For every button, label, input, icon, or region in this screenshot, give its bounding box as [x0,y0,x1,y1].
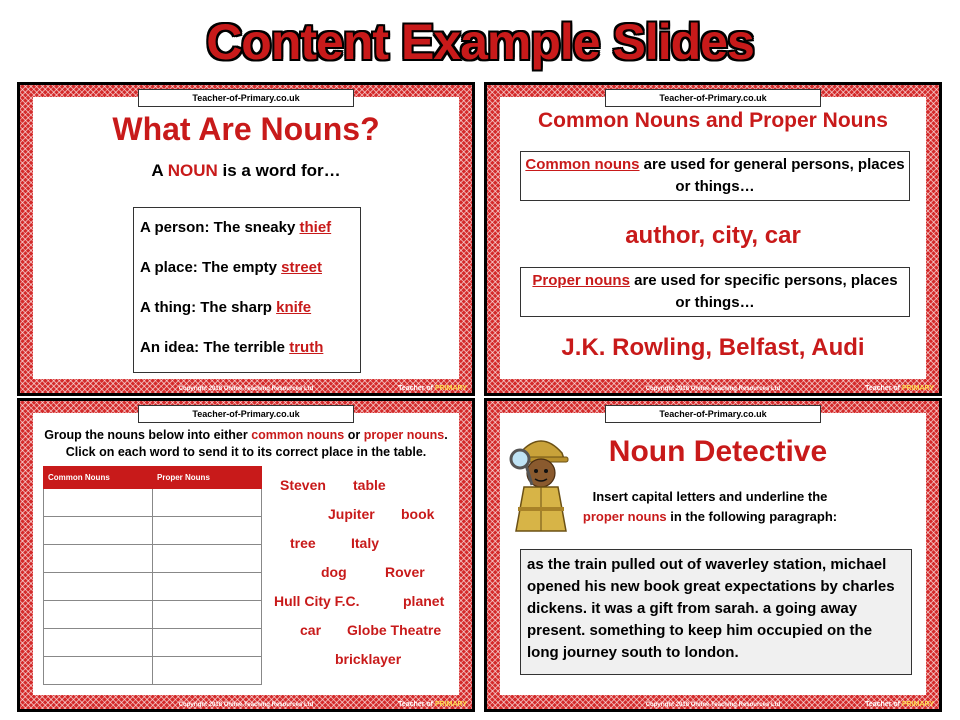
word-hull-city[interactable]: Hull City F.C. [274,593,360,609]
brand-logo [865,385,934,392]
copyright-text: Copyright 2018 Online Teaching Resources Ltd [178,702,314,708]
proper-nouns-keyword: Proper nouns [532,272,630,289]
instr-line2: in the following paragraph: [666,509,838,524]
copyright-text: Copyright 2018 Online Teaching Resources Ltd [178,386,314,392]
drop-cell-proper[interactable] [153,573,262,601]
word-book[interactable]: book [401,506,435,522]
slide-content [500,409,934,708]
word-italy[interactable]: Italy [351,535,380,551]
slide-content [33,93,467,392]
brand-name: PRIMARY [901,701,934,708]
instr-text: or [344,428,364,442]
table-row [44,517,262,545]
drop-cell-common[interactable] [44,545,153,573]
example-prefix: A place: The empty [140,259,282,276]
slide-group-nouns[interactable] [17,398,475,712]
example-prefix: An idea: The terrible [140,339,290,356]
example-noun: thief [299,219,332,236]
header-proper-nouns: Proper Nouns [153,467,262,489]
slide-title: Common Nouns and Proper Nouns [537,109,888,132]
instr-line2: Click on each word to send it to its correct place in the table. [65,445,427,459]
word-tree[interactable]: tree [290,535,316,551]
subtitle-keyword: NOUN [167,161,218,180]
word-steven[interactable]: Steven [280,477,326,493]
slide-border [20,401,472,709]
table-header-row [44,467,262,489]
brand-name: PRIMARY [901,385,934,392]
slide-common-proper-nouns[interactable] [484,82,942,396]
slide-instructions [33,427,459,461]
site-label: Teacher-of-Primary.co.uk [138,405,354,423]
table-row [44,629,262,657]
instr-common-nouns: common nouns [251,428,345,442]
common-nouns-examples: author, city, car [625,222,801,249]
drop-cell-proper[interactable] [153,489,262,517]
brand-prefix: Teacher of [865,385,901,392]
brand-name: PRIMARY [434,701,467,708]
example-prefix: A person: The sneaky [140,219,300,236]
example-noun: knife [276,299,312,316]
drop-cell-common[interactable] [44,489,153,517]
table-row [44,601,262,629]
drop-cell-proper[interactable] [153,657,262,685]
drop-cell-proper[interactable] [153,517,262,545]
example-row [140,292,354,332]
site-label: Teacher-of-Primary.co.uk [605,89,821,107]
word-planet[interactable]: planet [403,593,445,609]
copyright-text: Copyright 2018 Online Teaching Resources Ltd [645,386,781,392]
brand-name: PRIMARY [434,385,467,392]
example-row [140,212,354,252]
word-bricklayer[interactable]: bricklayer [335,651,402,667]
table-row [44,573,262,601]
header-common-nouns: Common Nouns [44,467,153,489]
table-row [44,545,262,573]
paragraph-box: as the train pulled out of waverley station, michael opened his new book great expectations by charles dickens. it was a gift from sarah. a going away present. something to keep him occupied on the long journey south to london. [520,549,912,675]
proper-nouns-examples: J.K. Rowling, Belfast, Audi [561,334,865,361]
slide-title: Noun Detective [608,435,828,468]
drop-cell-common[interactable] [44,517,153,545]
common-nouns-text: are used for general persons, places or things… [639,156,905,195]
sorting-table [43,466,262,685]
slide-content [500,93,934,392]
word-globe-theatre[interactable]: Globe Theatre [347,622,442,638]
drop-cell-common[interactable] [44,629,153,657]
drop-cell-proper[interactable] [153,629,262,657]
example-prefix: A thing: The sharp [140,299,277,316]
brand-logo [398,385,467,392]
brand-prefix: Teacher of [398,701,434,708]
slide-title: What Are Nouns? [112,111,380,147]
page-title: Content Example Slides [206,14,754,70]
word-jupiter[interactable]: Jupiter [328,506,375,522]
detective-icon [506,423,576,535]
slide-what-are-nouns[interactable] [17,82,475,396]
drop-cell-common[interactable] [44,657,153,685]
word-car[interactable]: car [300,622,322,638]
noun-examples-box [133,207,361,373]
brand-prefix: Teacher of [865,701,901,708]
slide-border [487,401,939,709]
drop-cell-common[interactable] [44,573,153,601]
example-row [140,252,354,292]
example-noun: street [281,259,323,276]
example-noun: truth [289,339,324,356]
instr-line1: Insert capital letters and underline the [592,489,828,504]
instr-text: . [444,428,448,442]
slide-border [20,85,472,393]
instr-text: Group the nouns below into either [44,428,252,442]
brand-prefix: Teacher of [398,385,434,392]
copyright-text: Copyright 2018 Online Teaching Resources Ltd [645,702,781,708]
common-nouns-definition [520,151,910,201]
slide-content [33,409,467,708]
common-nouns-keyword: Common nouns [525,156,640,173]
table-row [44,657,262,685]
brand-logo [865,701,934,708]
proper-nouns-definition [520,267,910,317]
site-label: Teacher-of-Primary.co.uk [138,89,354,107]
instr-proper-nouns: proper nouns [582,509,667,524]
drop-cell-common[interactable] [44,601,153,629]
word-dog[interactable]: dog [321,564,347,580]
table-row [44,489,262,517]
brand-logo [398,701,467,708]
subtitle-post: is a word for… [217,161,341,180]
drop-cell-proper[interactable] [153,545,262,573]
instr-proper-nouns: proper nouns [363,428,445,442]
slide-subtitle [33,161,459,181]
word-table[interactable]: table [353,477,386,493]
site-label: Teacher-of-Primary.co.uk [605,405,821,423]
slide-noun-detective[interactable] [484,398,942,712]
slide-instructions [570,487,850,527]
word-rover[interactable]: Rover [385,564,425,580]
subtitle-pre: A [151,161,168,180]
slide-border [487,85,939,393]
proper-nouns-text: are used for specific persons, places or things… [629,272,898,311]
drop-cell-proper[interactable] [153,601,262,629]
example-row [140,332,354,372]
